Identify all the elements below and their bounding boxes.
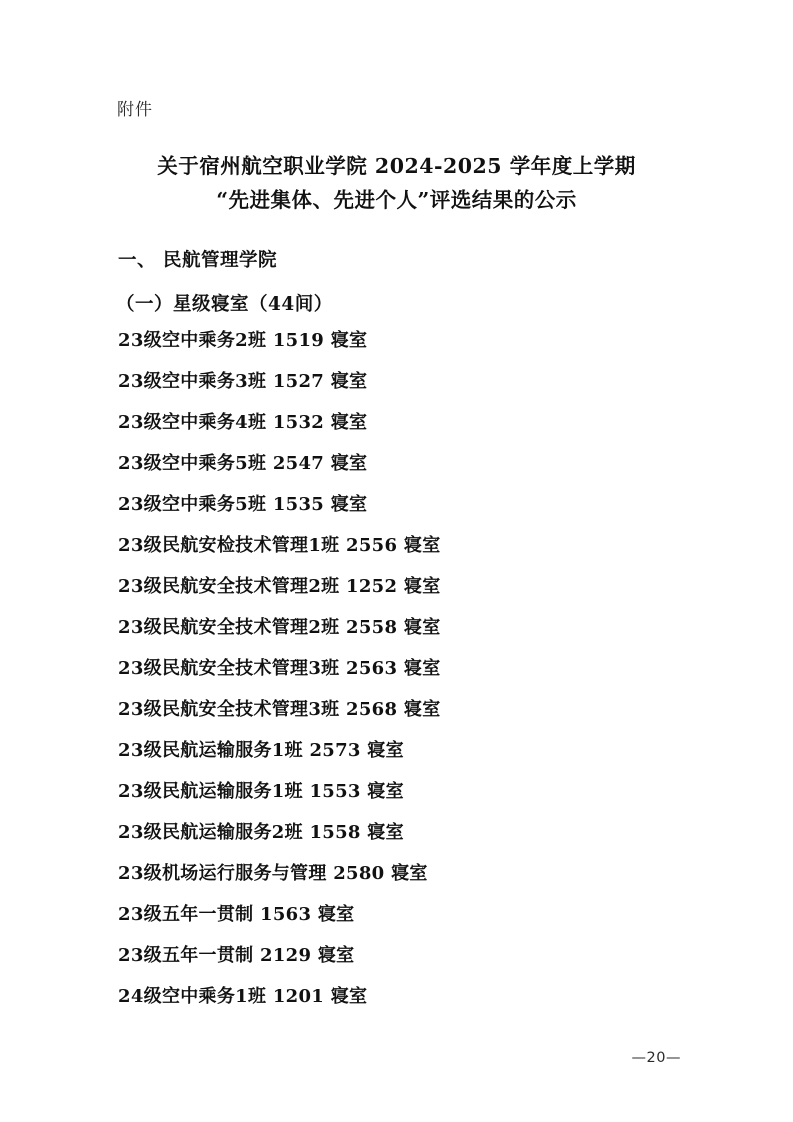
list-item: 23级民航安检技术管理1班 2556 寝室 (118, 534, 441, 556)
page-title-line-2: “先进集体、先进个人”评选结果的公示 (216, 187, 577, 212)
list-item: 23级民航安全技术管理2班 1252 寝室 (118, 575, 441, 597)
page-number: —20— (631, 1050, 681, 1066)
list-item: 23级民航运输服务1班 1553 寝室 (118, 780, 404, 802)
list-item: 23级五年一贯制 2129 寝室 (118, 944, 355, 966)
list-item: 23级机场运行服务与管理 2580 寝室 (118, 862, 428, 884)
attachment-label: 附件 (117, 100, 153, 120)
list-item: 23级空中乘务4班 1532 寝室 (118, 411, 368, 433)
list-item: 23级五年一贯制 1563 寝室 (118, 903, 355, 925)
list-item: 23级民航安全技术管理2班 2558 寝室 (118, 616, 441, 638)
list-item: 23级空中乘务3班 1527 寝室 (118, 370, 368, 392)
dormitory-entry-list (112, 329, 681, 1007)
list-item: 23级空中乘务5班 2547 寝室 (118, 452, 368, 474)
page-title-line-1: 关于宿州航空职业学院 2024-2025 学年度上学期 (157, 154, 636, 178)
list-item: 23级空中乘务2班 1519 寝室 (118, 329, 368, 351)
list-item: 23级民航运输服务1班 2573 寝室 (118, 739, 404, 761)
section-heading: 一、 民航管理学院 (118, 249, 277, 271)
list-item: 23级民航安全技术管理3班 2563 寝室 (118, 657, 441, 679)
list-item: 23级民航安全技术管理3班 2568 寝室 (118, 698, 441, 720)
page-title (112, 150, 681, 218)
subsection-heading: （一）星级寝室（44间） (116, 293, 333, 315)
list-item: 23级空中乘务5班 1535 寝室 (118, 493, 368, 515)
list-item: 23级民航运输服务2班 1558 寝室 (118, 821, 404, 843)
list-item: 24级空中乘务1班 1201 寝室 (118, 985, 368, 1007)
